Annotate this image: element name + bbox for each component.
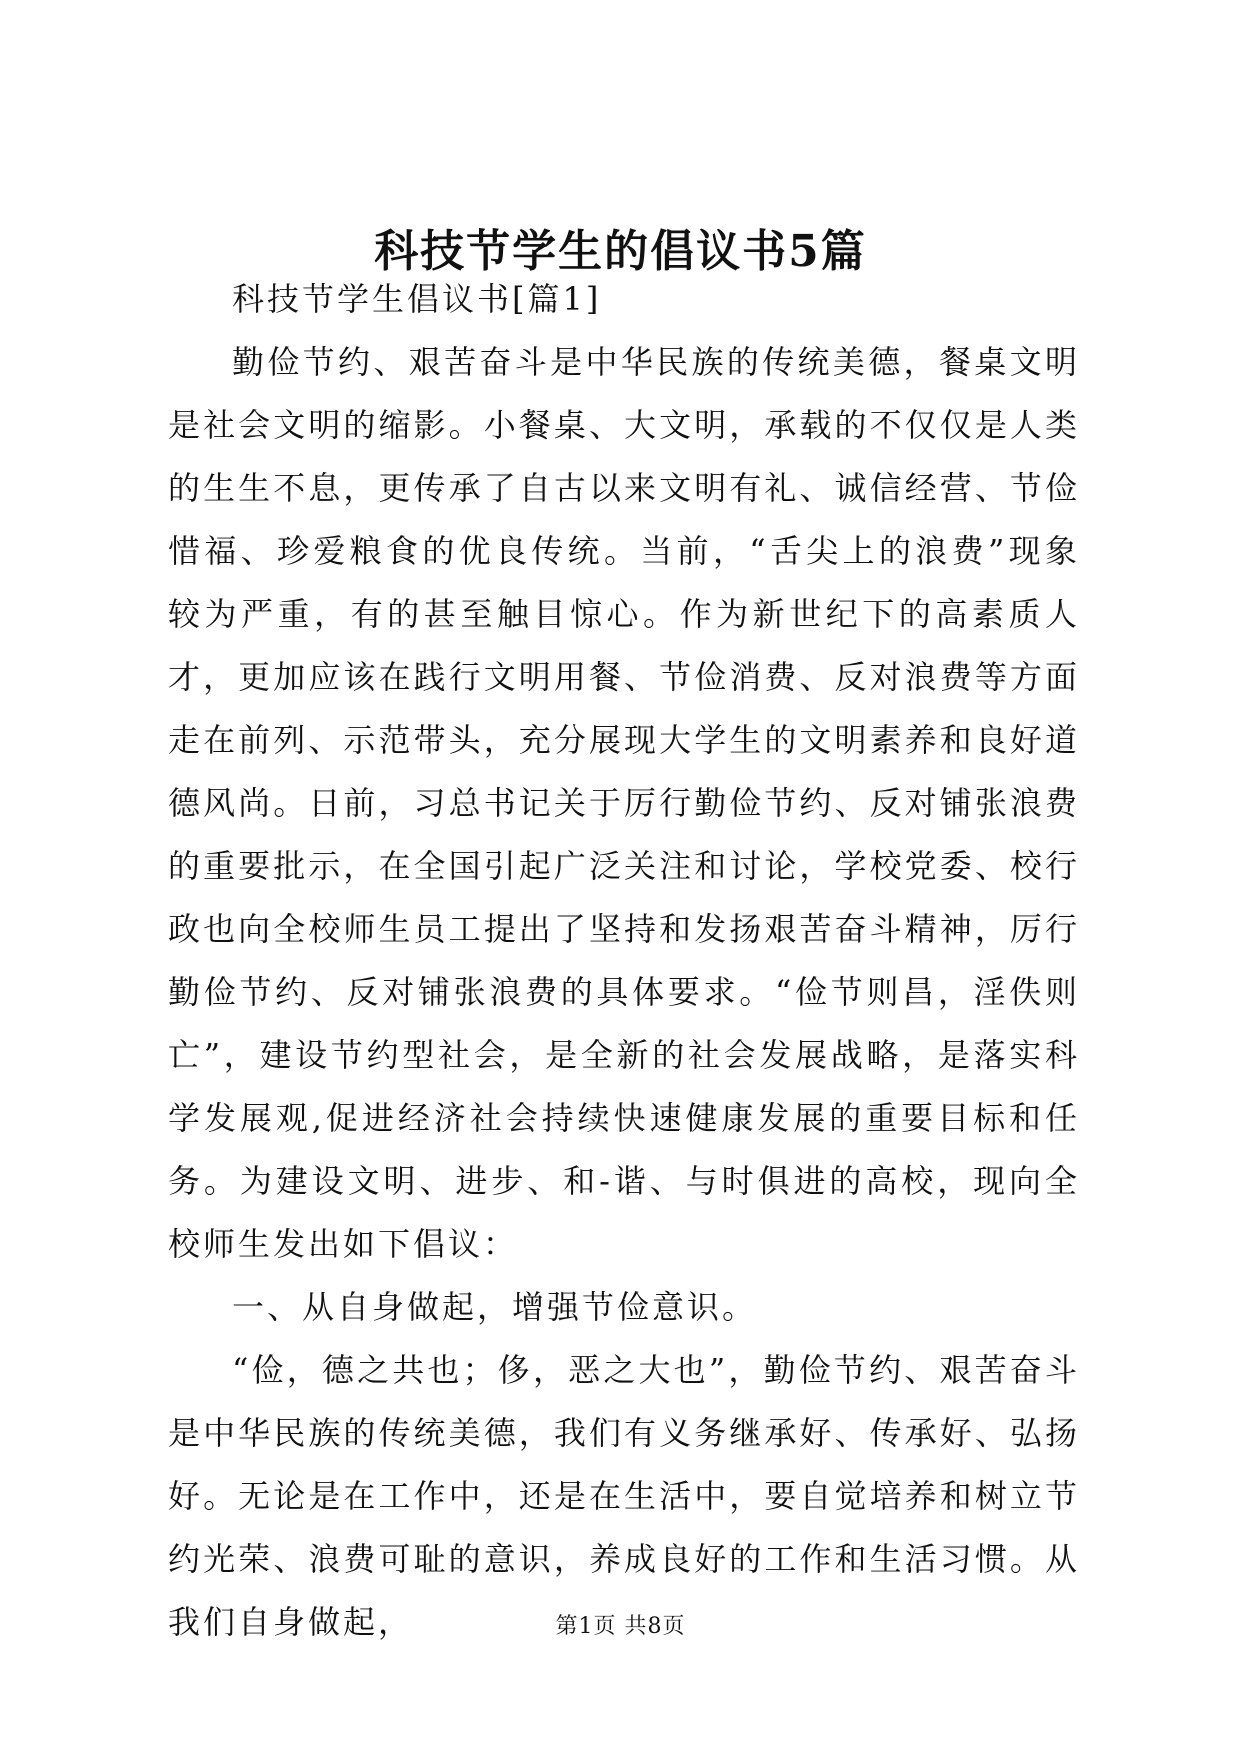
paragraph-point-1: “俭，德之共也；侈，恶之大也”，勤俭节约、艰苦奋斗是中华民族的传统美德，我们有义务继承好、传承好、弘扬好。无论是在工作中，还是在生活中，要自觉培养和树立节约光荣、浪费可耻的意识，养成良好的工作和生活习惯。从我们自身做起， bbox=[168, 1351, 1080, 1641]
paragraph-intro: 勤俭节约、艰苦奋斗是中华民族的传统美德，餐桌文明是社会文明的缩影。小餐桌、大文明，承载的不仅仅是人类的生生不息，更传承了自古以来文明有礼、诚信经营、节俭惜福、珍爱粮食的优良传统。当前，“舌尖上的浪费”现象较为严重，有的甚至触目惊心。作为新世纪下的高素质人才，更加应该在践行文明用餐、节俭消费、反对浪费等方面走在前列、示范带头，充分展现大学生的文明素养和良好道德风尚。日前，习总书记关于厉行勤俭节约、反对铺张浪费的重要批示，在全国引起广泛关注和讨论，学校党委、校行政也向全校师生员工提出了坚持和发扬艰苦奋斗精神，厉行勤俭节约、反对铺张浪费的具体要求。“俭节则昌，淫佚则亡”，建设节约型社会，是全新的社会发展战略，是落实科学发展观,促进经济社会持续快速健康发展的重要目标和任务。为建设文明、进步、和-谐、与时俱进的高校，现向全校师生发出如下倡议： bbox=[168, 343, 1080, 1263]
document-title: 科技节学生的倡议书5篇 bbox=[374, 226, 867, 277]
page-number-footer: 第1页 共8页 bbox=[555, 1614, 686, 1639]
document-body bbox=[168, 268, 1080, 1654]
section-heading: 科技节学生倡议书[篇1] bbox=[232, 280, 602, 318]
point-heading-1: 一、从自身做起，增强节俭意识。 bbox=[232, 1288, 758, 1326]
